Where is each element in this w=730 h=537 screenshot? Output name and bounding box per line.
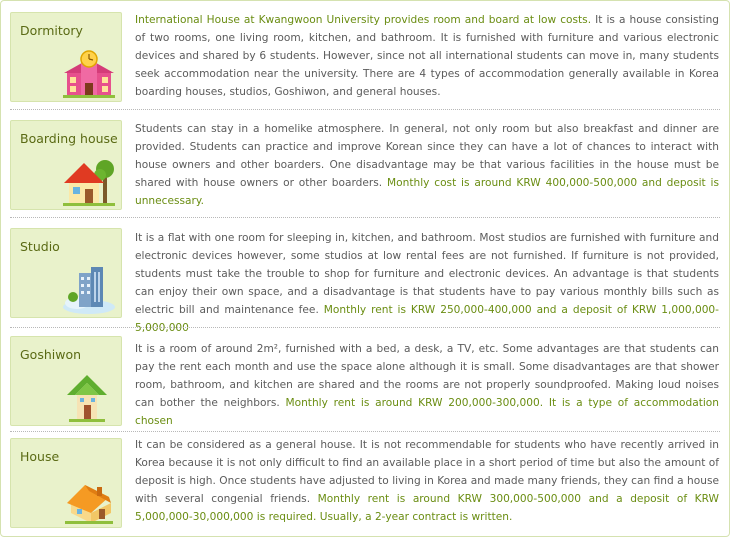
- highlight-text: International House at Kwangwoon University provides room and board at low costs.: [135, 14, 592, 26]
- category-tile: [10, 120, 122, 210]
- category-label: House: [20, 449, 60, 464]
- body-text: It is a room of around 2m², furnished with a bed, a desk, a TV, etc. Some advantages are that students can pay the rent each month and use the space alone although it is small. Some disadvantages are that shower room, bathroom, and kitchen are shared and the rooms are not properly soundproofed. Making loud noises can bother the neighbors.: [135, 343, 719, 409]
- category-label: Goshiwon: [20, 347, 82, 362]
- accommodation-row-dormitory: [0, 0, 730, 110]
- orange-roof-house-icon: [61, 473, 117, 525]
- accommodation-description: [135, 436, 719, 526]
- accommodation-description: [135, 11, 719, 101]
- highlight-text: Monthly rent is around KRW 300,000-500,000 and a deposit of KRW 5,000,000-30,000,000 is required. Usually, a 2-year contract is written.: [135, 493, 720, 523]
- accommodation-row-house: [0, 432, 730, 537]
- accommodation-row-studio: [0, 218, 730, 334]
- apartment-building-icon: [61, 263, 117, 315]
- category-tile: [10, 12, 122, 102]
- category-label: Dormitory: [20, 23, 83, 38]
- accommodation-description: [135, 120, 719, 210]
- accommodation-row-boarding-house: [0, 110, 730, 218]
- highlight-text: Monthly rent is around KRW 200,000-300,000. It is a type of accommodation chosen: [135, 397, 719, 427]
- highlight-text: Monthly rent is KRW 250,000-400,000 and a deposit of KRW 1,000,000-5,000,000: [135, 304, 719, 334]
- accommodation-row-goshiwon: [0, 328, 730, 432]
- school-building-icon: [61, 47, 117, 99]
- body-text: It is a house consisting of two rooms, one living room, kitchen, and bathroom. It is furnished with furniture and various electronic devices and shared by 6 students. However, since not all international students can move in, many students seek accommodation near the university. There are 4 types of accommodation generally available in Korea boarding houses, studios, Goshiwon, and general houses.: [135, 14, 720, 98]
- category-label: Boarding house: [20, 131, 118, 146]
- highlight-text: Monthly cost is around KRW 400,000-500,000 and deposit is unnecessary.: [135, 177, 720, 207]
- body-text: Students can stay in a homelike atmosphere. In general, not only room but also breakfast and dinner are provided. Students can practice and improve Korean since they can have a lot of chances to interact with house owners and other boarders. One disadvantage may be that various facilities in the house must be shared with house owners or other boarders.: [135, 123, 719, 189]
- accommodation-description: [135, 340, 719, 430]
- category-tile: [10, 336, 122, 426]
- category-tile: [10, 438, 122, 528]
- category-tile: [10, 228, 122, 318]
- small-room-icon: [61, 371, 117, 423]
- body-text: It can be considered as a general house. It is not recommendable for students who have recently arrived in Korea because it is not only difficult to find an available place in a short period of time but also the amount of deposit is high. Once students have adjusted to living in Korea and made many friends, they can find a house with several congenial friends.: [135, 439, 719, 505]
- body-text: It is a flat with one room for sleeping in, kitchen, and bathroom. Most studios are furnished with furniture and electronic devices however, some studios at low rental fees are not furnished. If furniture is not provided, students must take the trouble to shop for furniture and electronic devices. An advantage is that students can enjoy their own space, and a disadvantage is that students have to pay various monthly bills such as electric bill and maintenance fee.: [135, 232, 719, 316]
- red-roof-house-icon: [61, 155, 117, 207]
- accommodation-description: [135, 229, 719, 337]
- category-label: Studio: [20, 239, 60, 254]
